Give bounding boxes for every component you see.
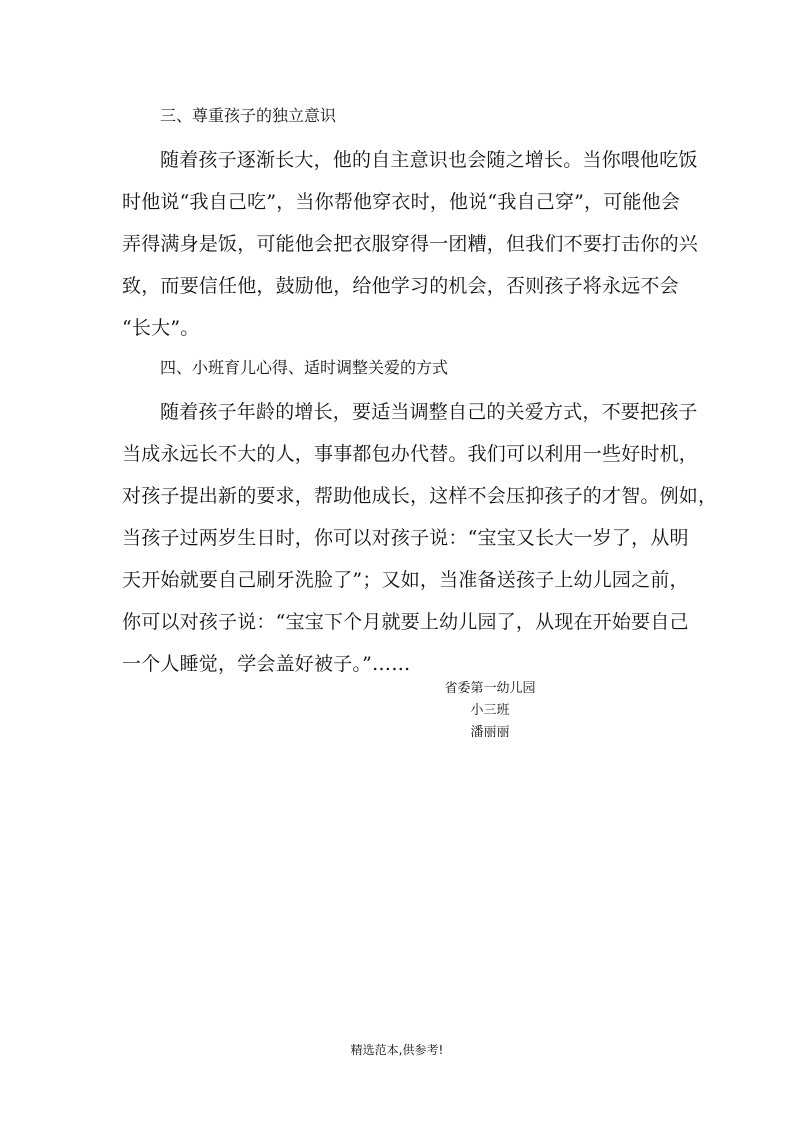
section-4-line-5: 天开始就要自己刷牙洗脸了”；又如，当准备送孩子上幼儿园之前， (122, 569, 689, 591)
section-3-line-5: “长大”。 (122, 317, 200, 339)
section-3-heading: 三、尊重孩子的独立意识 (160, 106, 337, 125)
section-4-line-6: 你可以对孩子说：“宝宝下个月就要上幼儿园了，从现在开始要自己 (122, 611, 689, 633)
section-3-line-4: 致，而要信任他，鼓励他，给他学习的机会，否则孩子将永远不会 (122, 275, 679, 297)
section-4-line-4: 当孩子过两岁生日时，你可以对孩子说：“宝宝又长大一岁了，从明 (122, 527, 689, 549)
section-4-line-1: 随着孩子年龄的增长，要适当调整自己的关爱方式，不要把孩子 (160, 401, 698, 423)
section-3-line-1: 随着孩子逐渐长大，他的自主意识也会随之增长。当你喂他吃饭 (160, 149, 698, 171)
section-4-heading: 四、小班育儿心得、适时调整关爱的方式 (160, 358, 449, 377)
section-3-line-2: 时他说“我自己吃”，当你帮他穿衣时，他说“我自己穿”，可能他会 (122, 191, 681, 213)
section-4-line-7: 一个人睡觉，学会盖好被子。”…… (122, 653, 411, 675)
section-4-line-2: 当成永远长不大的人，事事都包办代替。我们可以利用一些好时机， (122, 443, 699, 465)
signature-name: 潘丽丽 (470, 725, 510, 740)
section-3-line-3: 弄得满身是饭，可能他会把衣服穿得一团糟，但我们不要打击你的兴 (122, 233, 699, 255)
section-4-line-3: 对孩子提出新的要求，帮助他成长，这样不会压抑孩子的才智。例如， (122, 485, 718, 507)
signature-class: 小三班 (470, 703, 510, 718)
page-footer: 精选范本,供参考! (350, 1043, 444, 1057)
signature-organization: 省委第一幼儿园 (444, 681, 536, 696)
